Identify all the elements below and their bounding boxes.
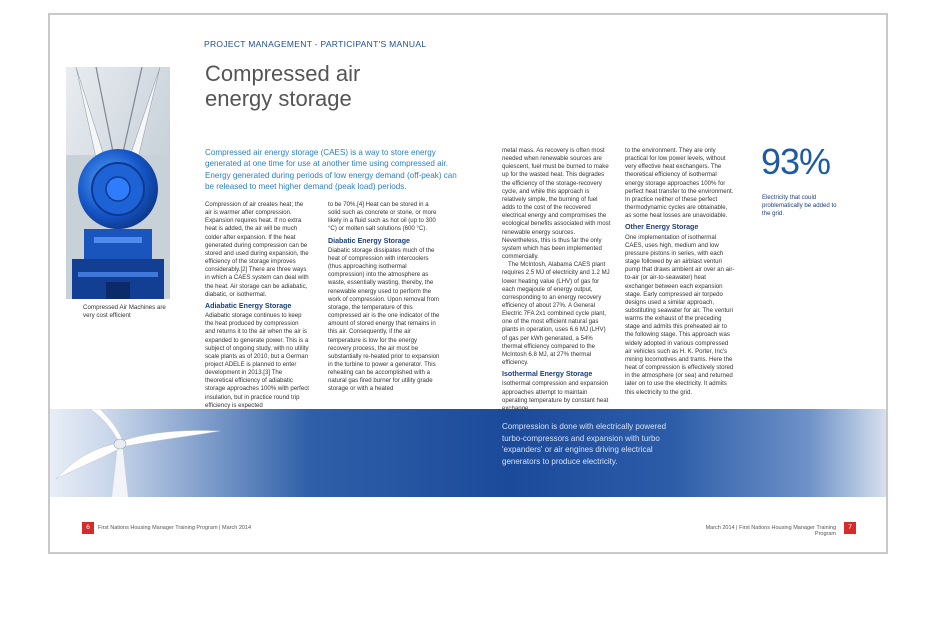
document-spread — [48, 13, 888, 554]
subheading-adiabatic: Adiabatic Energy Storage — [205, 301, 292, 310]
paragraph: Isothermal compression and expansion approaches attempt to maintain operating temperature by constant heat — [502, 380, 609, 404]
page-number-left: 6 — [82, 522, 94, 534]
lead-paragraph: Compressed air energy storage (CAES) is a way to store energy generated at one time for use at another time using compressed air. Energy generated during periods of low energy demand (off-peak) can be released to meet higher demand (peak load) periods. — [205, 148, 457, 192]
paragraph: One implementation of isothermal CAES, uses high, medium and low pressure pistons in series, with each stage followed by an airblast venturi pump that draws ambient air over an air-to-air (or air-to-seawater) heat exchanger between each expansion stage. Early compressed air torpedo designs used a similar approach, substituting seawater for air. The venturi warms the exhaust of the preceding stage and admits this preheated air to the following stage. This approach was widely adopted in various compressed air vehicles such as H. K. Porter, Inc's mining locomotives and trams. Here the heat of compression is effectively stored in the atmosphere (or sea) and returned later on to use the electricity. It admits this electricity to the grid. — [625, 233, 735, 396]
wind-turbine-icon — [50, 409, 270, 497]
subheading-other: Other Energy Storage — [625, 223, 699, 232]
stat-value: 93% — [761, 141, 831, 182]
paragraph: Adiabatic storage continues to keep the heat produced by compression and returns it to the air when the air is expanded to generate power. This is a subject of ongoing study, with no utility scale plants as of 2010, but a German project ADELE is planned to enter development in 2013.[3] The theoretical efficiency of adiabatic storage approaches 100% with perfect insulation, but in practice round trip efficiency is expected — [205, 312, 309, 409]
paragraph: Compression of air creates heat; the air is warmer after compression. Expansion requires heat. If no extra heat is added, the air will be much colder after expansion. If the heat generated during compression can be stored and used during expansion, the efficiency of the storage improves considerably.[2] There are three ways in which a CAES system can deal with the heat. Air storage can be adiabatic, diabatic, or isothermal. — [205, 201, 309, 298]
compressed-air-machine-illustration — [66, 67, 170, 299]
footer-right: March 2014 | First Nations Housing Manager Training Program — [705, 525, 836, 537]
page-title: Compressed air energy storage — [205, 61, 361, 111]
page-number-right: 7 — [844, 522, 856, 534]
stat-caption: Electricity that could problematically be added to the grid. — [762, 194, 837, 217]
paragraph: to the environment. They are only practical for low power levels, without very effective heat exchangers. The theoretical efficiency of isothermal energy storage approaches 100% for perfect heat transfer to the environment. In practice neither of these perfect thermodynamic cycles are obtainable, as some heat losses are unavoidable. — [625, 147, 734, 220]
text-column-3 — [502, 147, 612, 413]
paragraph: to be 70%.[4] Heat can be stored in a solid such as concrete or stone, or more likely in a fluid such as hot oil (up to 300 °C) or molten salt solutions (600 °C). — [328, 201, 437, 233]
text-column-4 — [625, 147, 735, 397]
blue-band — [50, 409, 886, 497]
subheading-isothermal: Isothermal Energy Storage — [502, 370, 593, 379]
footer-left: First Nations Housing Manager Training Program | March 2014 — [98, 525, 252, 531]
text-column-1 — [205, 201, 309, 410]
running-header: PROJECT MANAGEMENT - PARTICIPANT'S MANUAL — [204, 39, 427, 49]
paragraph: Diabatic storage dissipates much of the heat of compression with intercoolers (thus approaching isothermal compression) into the atmosphere as waste, essentially wasting, thereby, the renewable energy used to perform the work of compression. Upon removal from storage, the temperature of this compressed air is the one indicator of the amount of stored energy that remains in this air. Consequently, if the air temperature is low for the energy recovery process, the air must be substantially re-heated prior to expansion in the turbine to power a generator. This reheating can be accomplished with a natural gas fired burner for utility grade storage or with a heated — [328, 246, 440, 393]
photo-caption: Compressed Air Machines are very cost efficient — [83, 304, 166, 319]
paragraph: The McIntosh, Alabama CAES plant requires 2.5 MJ of electricity and 1.2 MJ lower heating value (LHV) of gas for each megajoule of energy output, corresponding to an energy recovery efficiency of about 27%. A General Electric 7FA 2x1 combined cycle plant, one of the most efficient natural gas plants in operation, uses 6.6 MJ (LHV) of gas per kWh generated, a 54% thermal efficiency compared to the McIntosh 6.8 MJ, at 27% thermal efficiency. — [502, 261, 610, 367]
pull-quote: Compression is done with electrically powered turbo-compressors and expansion with turbo 'expanders' or air engines driving electrical generators to produce electricity. — [502, 422, 667, 466]
paragraph: metal mass. As recovery is often most needed when renewable sources are quiescent, fuel must be burned to make up for the wasted heat. This degrades the efficiency of the storage-recovery cycle, and while this approach is relatively simple, the burning of fuel adds to the cost of the recovered electrical energy and compromises the ecological benefits associated with most renewable energy sources. Nevertheless, this is thus far the only system which has been implemented commercially. — [502, 147, 611, 261]
text-column-2 — [328, 201, 440, 394]
subheading-diabatic: Diabatic Energy Storage — [328, 236, 410, 245]
